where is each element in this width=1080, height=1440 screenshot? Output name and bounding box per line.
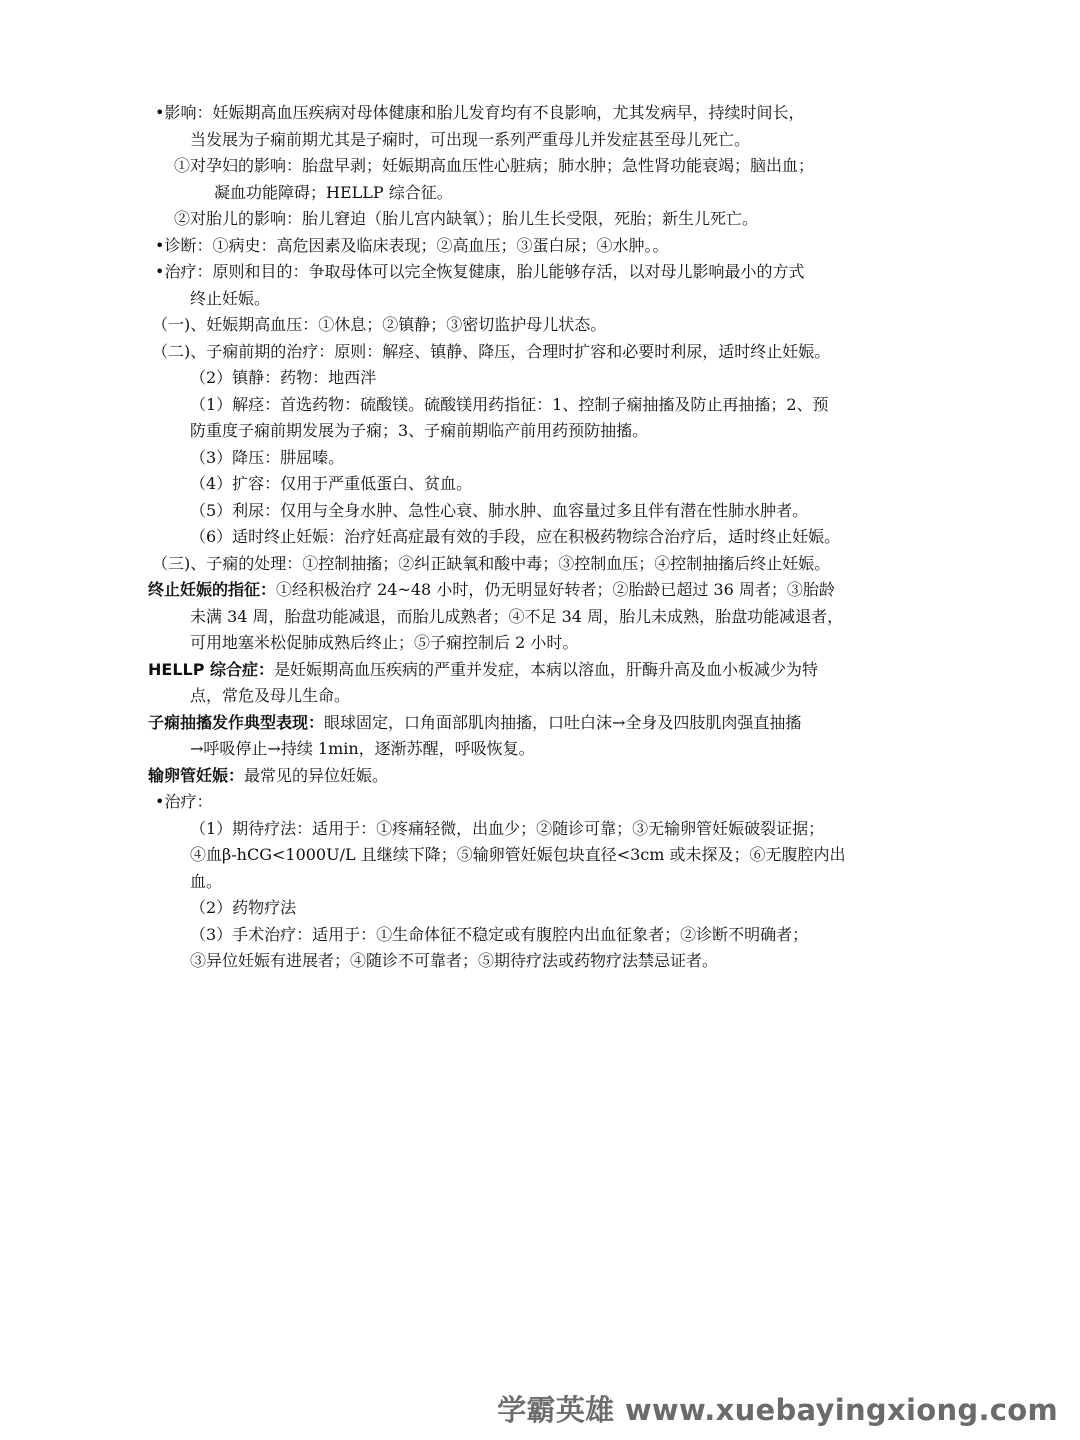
section-3-line: （三)、子痫的处理：①控制抽搐；②纠正缺氧和酸中毒；③控制血压；④控制抽搐后终止妊娠。	[152, 553, 831, 573]
tubal-label: 输卵管妊娠：	[148, 765, 245, 785]
hellp-line-2: 点，常危及母儿生命。	[190, 686, 351, 705]
antihypertensive-line: （3）降压：肼屈嗪。	[190, 447, 345, 467]
diuresis-line: （5）利尿：仅用与全身水肿、急性心衰、肺水肿、血容量过多且伴有潜在性肺水肿者。	[190, 500, 809, 520]
influence-line-1: •影响：妊娠期高血压疾病对母体健康和胎儿发育均有不良影响，尤其发病早，持续时间长，	[155, 103, 805, 122]
spasmolysis-line-2: 防重度子痫前期发展为子痫；3、子痫前期临产前用药预防抽搐。	[190, 421, 649, 440]
tubal-line	[148, 763, 1080, 790]
influence-line-2: 当发展为子痫前期尤其是子痫时，可出现一系列严重母儿并发症甚至母儿死亡。	[190, 129, 751, 149]
spasmolysis-line-1: （1）解痉：首选药物：硫酸镁。硫酸镁用药指征：1、控制子痫抽搐及防止再抽搐；2、预	[190, 394, 829, 414]
expectant-line-2: ④血β-hCG<1000U/L 且继续下降；⑤输卵管妊娠包块直径<3cm 或未探及；⑥无腹腔内出	[190, 845, 846, 864]
medication-line: （2）药物疗法	[190, 898, 297, 917]
hellp-line-1	[148, 657, 1080, 684]
surgery-line-1: （3）手术治疗：适用于：①生命体征不稳定或有腹腔内出血征象者；②诊断不明确者；	[190, 924, 809, 944]
termination-line-2: 未满 34 周，胎盘功能减退，而胎儿成熟者；④不足 34 周，胎儿未成熟，胎盘功能减退者，	[190, 606, 844, 626]
site-watermark: 学霸英雄 www.xuebayingxiong.com	[497, 1393, 1058, 1427]
section-1-line: （一)、妊娠期高血压：①休息；②镇静；③密切监护母儿状态。	[152, 315, 607, 334]
eclampsia-line-2: →呼吸停止→持续 1min，逐渐苏醒，呼吸恢复。	[190, 739, 535, 758]
timely-termination-line: （6）适时终止妊娠：治疗妊高症最有效的手段，应在积极药物综合治疗后，适时终止妊娠。	[190, 527, 841, 546]
section-2-line: （二)、子痫前期的治疗：原则：解痉、镇静、降压，合理时扩容和必要时利尿，适时终止妊娠。	[152, 341, 831, 361]
termination-line-3: 可用地塞米松促肺成熟后终止；⑤子痫控制后 2 小时。	[190, 633, 579, 652]
eclampsia-line-1	[148, 710, 1080, 737]
hellp-label: HELLP 综合症：	[148, 659, 275, 679]
maternal-effects-line-2: 凝血功能障碍；HELLP 综合征。	[214, 182, 453, 202]
maternal-effects-line-1: ①对孕妇的影响：胎盘早剥；妊娠期高血压性心脏病；肺水肿；急性肾功能衰竭；脑出血；	[174, 156, 815, 175]
diagnosis-line: •诊断：①病史：高危因素及临床表现；②高血压；③蛋白尿；④水肿。。	[155, 235, 669, 255]
termination-line-1	[148, 577, 1080, 604]
tubal-text: 最常见的异位妊娠。	[244, 765, 389, 785]
tubal-treatment-heading: •治疗：	[155, 792, 213, 811]
volume-expansion-line: （4）扩容：仅用于严重低蛋白、贫血。	[190, 474, 473, 493]
eclampsia-label: 子痫抽搐发作典型表现：	[148, 712, 325, 732]
hellp-text-1: 是妊娠期高血压疾病的严重并发症，本病以溶血，肝酶升高及血小板减少为特	[274, 659, 819, 679]
expectant-line-3: 血。	[190, 871, 223, 891]
document-body	[0, 100, 1080, 975]
treatment-line-2: 终止妊娠。	[190, 288, 271, 308]
surgery-line-2: ③异位妊娠有进展者；④随诊不可靠者；⑤期待疗法或药物疗法禁忌证者。	[190, 951, 719, 970]
treatment-line-1: •治疗：原则和目的：争取母体可以完全恢复健康，胎儿能够存活，以对母儿影响最小的方式	[155, 262, 805, 281]
expectant-line-1: （1）期待疗法：适用于：①疼痛轻微，出血少；②随诊可靠；③无输卵管妊娠破裂证据；	[190, 818, 825, 838]
fetal-effects-line: ②对胎儿的影响：胎儿窘迫（胎儿宫内缺氧）；胎儿生长受限，死胎；新生儿死亡。	[174, 209, 759, 228]
termination-label: 终止妊娠的指征：	[148, 580, 277, 599]
sedation-line: （2）镇静：药物：地西泮	[190, 368, 377, 387]
termination-text-1: ①经积极治疗 24~48 小时，仍无明显好转者；②胎龄已超过 36 周者；③胎龄	[276, 580, 835, 599]
eclampsia-text-1: 眼球固定，口角面部肌肉抽搐，口吐白沫→全身及四肢肌肉强直抽搐	[324, 712, 802, 732]
